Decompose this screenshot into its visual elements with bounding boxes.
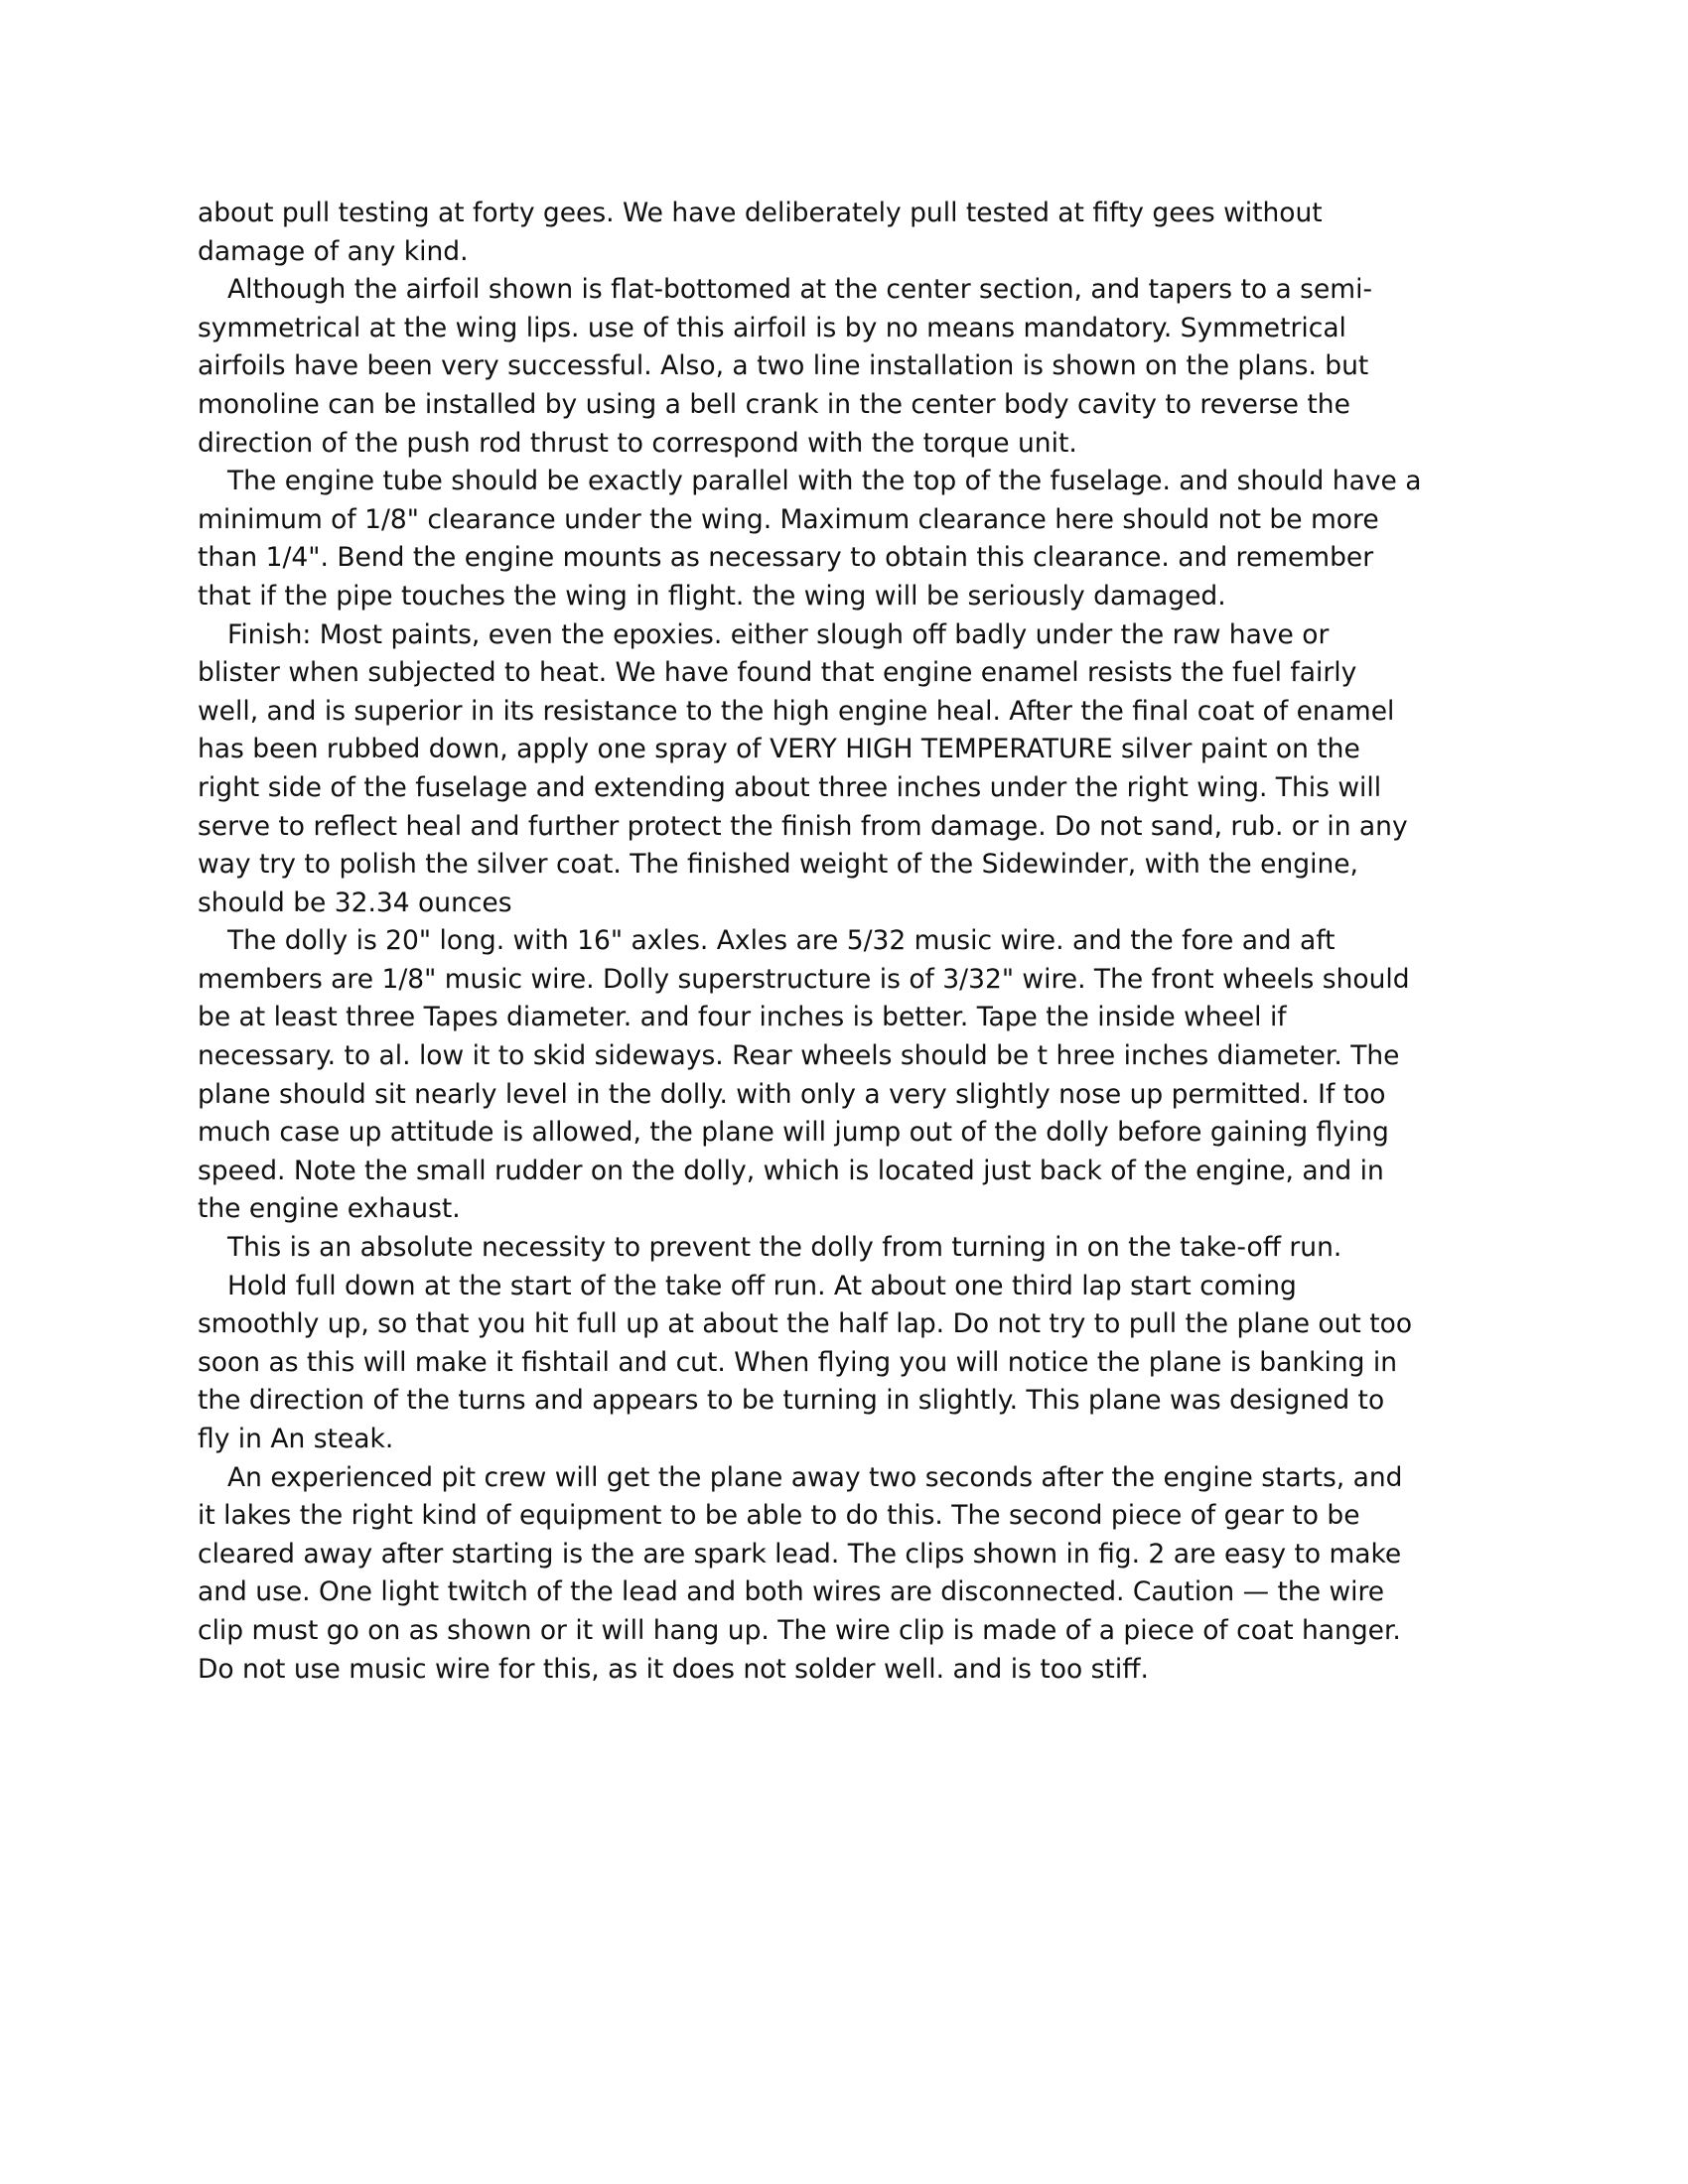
paragraph-airfoil: Although the airfoil shown is flat-bottomed at the center section, and tapers to a semi- symmetrical at the wing lips. use of this airfoil is by no means mandatory. Symmetrical airfoils have been very successful. Also, a two line installation is shown on the plans. but monoline can be installed by using a bell crank in the center body cavity to reverse the direction of the push rod thrust to correspond with the torque unit. xyxy=(198,274,1373,459)
paragraph-take-off: Hold full down at the start of the take off run. At about one third lap start coming smoothly up, so that you hit full up at about the half lap. Do not try to pull the plane out too soon as this will make it fishtail and cut. When flying you will notice the plane is banking in the direction of the turns and appears to be turning in slightly. This plane was designed to fly in An steak. xyxy=(198,1270,1413,1454)
paragraph-dolly: The dolly is 20" long. with 16" axles. Axles are 5/32 music wire. and the fore and aft members are 1/8" music wire. Dolly superstructure is of 3/32" wire. The front wheels should be at least three Tapes diameter. and four inches is better. Tape the inside wheel if necessary. to al. low it to skid sideways. Rear wheels should be t hree inches diameter. The plane should sit nearly level in the dolly. with only a very slightly nose up permitted. If too much case up attitude is allowed, the plane will jump out of the dolly before gaining flying speed. Note the small rudder on the dolly, which is located just back of the engine, and in the engine exhaust. xyxy=(198,925,1410,1225)
paragraph-necessity: This is an absolute necessity to prevent the dolly from turning in on the take-off run. xyxy=(227,1232,1342,1264)
paragraph-engine-tube: The engine tube should be exactly parallel with the top of the fuselage. and should have a minimum of 1/8" clearance under the wing. Maximum clearance here should not be more than 1/4". Bend the engine mounts as necessary to obtain this clearance. and remember that if the pipe touches the wing in flight. the wing will be seriously damaged. xyxy=(198,466,1422,612)
document-page xyxy=(198,195,1498,1689)
paragraph-pit-crew: An experienced pit crew will get the plane away two seconds after the engine starts, and it lakes the right kind of equipment to be able to do this. The second piece of gear to be cleared away after starting is the are spark lead. The clips shown in fig. 2 are easy to make and use. One light twitch of the lead and both wires are disconnected. Caution — the wire clip must go on as shown or it will hang up. The wire clip is made of a piece of coat hanger. Do not use music wire for this, as it does not solder well. and is too stiff. xyxy=(198,1461,1403,1685)
paragraph-pull-testing: about pull testing at forty gees. We have deliberately pull tested at fifty gees without damage of any kind. xyxy=(198,198,1323,267)
paragraph-finish: Finish: Most paints, even the epoxies. either slough off badly under the raw have or blister when subjected to heat. We have found that engine enamel resists the fuel fairly well, and is superior in its resistance to the high engine heal. After the final coat of enamel has been rubbed down, apply one spray of VERY HIGH TEMPERATURE silver paint on the right side of the fuselage and extending about three inches under the right wing. This will serve to reflect heal and further protect the finish from damage. Do not sand, rub. or in any way try to polish the silver coat. The finished weight of the Sidewinder, with the engine, should be 32.34 ounces xyxy=(198,618,1408,918)
